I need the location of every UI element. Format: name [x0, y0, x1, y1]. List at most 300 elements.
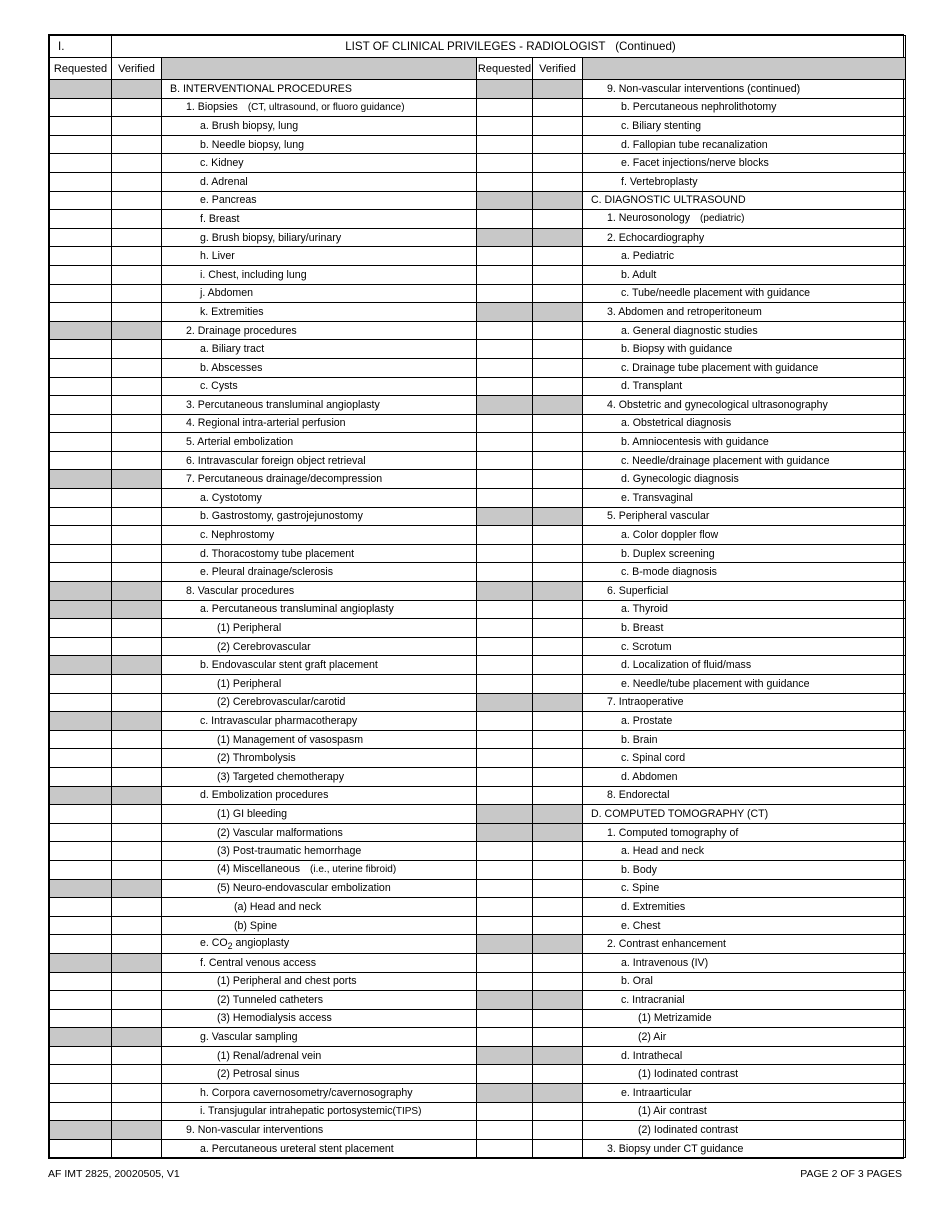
privilege-label: (1) Renal/adrenal vein [217, 1049, 322, 1062]
privilege-label: 5. Arterial embolization [186, 436, 294, 449]
verified-checkbox-right[interactable] [533, 135, 583, 154]
privilege-item-right [583, 1102, 906, 1121]
verified-checkbox-right[interactable] [533, 730, 583, 749]
table-row [50, 637, 906, 656]
privilege-label: (1) Management of vasospasm [217, 733, 364, 746]
privilege-item-left [162, 1084, 477, 1103]
requested-checkbox-left[interactable] [50, 675, 112, 694]
verified-checkbox-left[interactable] [112, 1084, 162, 1103]
privilege-item-right [583, 358, 906, 377]
verified-checkbox-left [112, 786, 162, 805]
privilege-item-left [162, 228, 477, 247]
requested-checkbox-left[interactable] [50, 284, 112, 303]
verified-checkbox-left[interactable] [112, 172, 162, 191]
privilege-item-right [583, 1084, 906, 1103]
table-row [50, 303, 906, 322]
requested-checkbox-right[interactable] [477, 730, 533, 749]
verified-checkbox-left[interactable] [112, 135, 162, 154]
verified-checkbox-right[interactable] [533, 172, 583, 191]
privilege-item-left [162, 154, 477, 173]
verified-checkbox-right[interactable] [533, 210, 583, 229]
requested-checkbox-left[interactable] [50, 117, 112, 136]
verified-checkbox-left[interactable] [112, 675, 162, 694]
privilege-label: (1) Air contrast [638, 1105, 707, 1118]
privilege-item-right [583, 117, 906, 136]
privilege-item-right [583, 80, 906, 99]
requested-checkbox-right[interactable] [477, 953, 533, 972]
verified-checkbox-right[interactable] [533, 98, 583, 117]
verified-checkbox-right[interactable] [533, 842, 583, 861]
requested-checkbox-left[interactable] [50, 972, 112, 991]
requested-checkbox-left[interactable] [50, 1009, 112, 1028]
verified-checkbox-right[interactable] [533, 916, 583, 935]
table-row [50, 98, 906, 117]
table-row [50, 489, 906, 508]
verified-checkbox-left[interactable] [112, 1102, 162, 1121]
verified-checkbox-right[interactable] [533, 879, 583, 898]
requested-checkbox-left[interactable] [50, 1139, 112, 1158]
requested-checkbox-right[interactable] [477, 451, 533, 470]
verified-checkbox-left[interactable] [112, 358, 162, 377]
verified-checkbox-left[interactable] [112, 860, 162, 879]
verified-checkbox-right[interactable] [533, 1009, 583, 1028]
requested-checkbox-right[interactable] [477, 786, 533, 805]
verified-checkbox-left[interactable] [112, 191, 162, 210]
page-number: PAGE 2 OF 3 PAGES [800, 1168, 902, 1180]
verified-checkbox-left[interactable] [112, 377, 162, 396]
privilege-label: f. Vertebroplasty [621, 175, 698, 188]
requested-checkbox-right[interactable] [477, 135, 533, 154]
privilege-label: 6. Superficial [607, 584, 669, 597]
verified-checkbox-right[interactable] [533, 600, 583, 619]
privilege-item-right [583, 1139, 906, 1158]
requested-checkbox-left[interactable] [50, 991, 112, 1010]
privilege-item-right [583, 489, 906, 508]
requested-checkbox-right[interactable] [477, 210, 533, 229]
privilege-label: (2) Thrombolysis [217, 752, 296, 765]
requested-checkbox-right [477, 396, 533, 415]
verified-checkbox-right[interactable] [533, 563, 583, 582]
verified-checkbox-left[interactable] [112, 544, 162, 563]
privilege-label: 2. Echocardiography [607, 231, 705, 244]
requested-checkbox-right[interactable] [477, 600, 533, 619]
privilege-label: 4. Regional intra-arterial perfusion [186, 417, 346, 430]
requested-checkbox-right[interactable] [477, 265, 533, 284]
requested-checkbox-left[interactable] [50, 749, 112, 768]
table-row [50, 805, 906, 824]
verified-checkbox-left[interactable] [112, 117, 162, 136]
privilege-label: b. Breast [621, 622, 664, 635]
verified-checkbox-left[interactable] [112, 154, 162, 173]
privilege-item-left [162, 321, 477, 340]
requested-checkbox-right[interactable] [477, 1065, 533, 1084]
privilege-item-left [162, 767, 477, 786]
requested-checkbox-right[interactable] [477, 842, 533, 861]
verified-checkbox-right[interactable] [533, 637, 583, 656]
verified-checkbox-left[interactable] [112, 98, 162, 117]
verified-checkbox-right[interactable] [533, 1121, 583, 1140]
verified-checkbox-left[interactable] [112, 563, 162, 582]
verified-checkbox-left [112, 582, 162, 601]
requested-checkbox-right[interactable] [477, 898, 533, 917]
verified-checkbox-right[interactable] [533, 860, 583, 879]
privilege-item-right [583, 470, 906, 489]
privilege-item-right [583, 265, 906, 284]
privilege-item-right [583, 172, 906, 191]
privilege-item-right [583, 1065, 906, 1084]
privilege-label: 7. Intraoperative [607, 696, 684, 709]
requested-checkbox-left[interactable] [50, 210, 112, 229]
requested-checkbox-right [477, 191, 533, 210]
table-row [50, 1121, 906, 1140]
requested-checkbox-right [477, 1084, 533, 1103]
verified-checkbox-left[interactable] [112, 303, 162, 322]
verified-checkbox-right[interactable] [533, 340, 583, 359]
verified-checkbox-left[interactable] [112, 637, 162, 656]
requested-checkbox-right[interactable] [477, 321, 533, 340]
subscript: 2 [227, 940, 233, 951]
verified-checkbox-left[interactable] [112, 916, 162, 935]
verified-checkbox-left[interactable] [112, 433, 162, 452]
table-row [50, 916, 906, 935]
requested-checkbox-right[interactable] [477, 656, 533, 675]
privilege-label: a. Prostate [621, 714, 673, 727]
requested-checkbox-right[interactable] [477, 489, 533, 508]
privilege-label: 8. Endorectal [607, 789, 670, 802]
verified-checkbox-left[interactable] [112, 340, 162, 359]
verified-checkbox-left[interactable] [112, 526, 162, 545]
verified-checkbox-right[interactable] [533, 265, 583, 284]
requested-checkbox-left[interactable] [50, 191, 112, 210]
verified-checkbox-left[interactable] [112, 1139, 162, 1158]
privilege-item-right [583, 1046, 906, 1065]
privilege-label: c. B-mode diagnosis [621, 566, 717, 579]
table-row [50, 767, 906, 786]
privilege-label: (3) Targeted chemotherapy [217, 770, 345, 783]
requested-checkbox-right[interactable] [477, 377, 533, 396]
privilege-label: j. Abdomen [200, 287, 254, 300]
privilege-label: a. Brush biopsy, lung [200, 119, 299, 132]
privilege-item-left [162, 340, 477, 359]
verified-checkbox-left[interactable] [112, 619, 162, 638]
requested-checkbox-right[interactable] [477, 358, 533, 377]
verified-checkbox-left[interactable] [112, 284, 162, 303]
verified-checkbox-left[interactable] [112, 693, 162, 712]
privilege-label: c. Kidney [200, 157, 244, 170]
table-row [50, 582, 906, 601]
requested-checkbox-left [50, 321, 112, 340]
requested-checkbox-left[interactable] [50, 842, 112, 861]
requested-checkbox-right[interactable] [477, 972, 533, 991]
requested-checkbox-left[interactable] [50, 172, 112, 191]
requested-checkbox-right[interactable] [477, 619, 533, 638]
requested-checkbox-left[interactable] [50, 433, 112, 452]
privileges-table [49, 35, 906, 1158]
verified-checkbox-right[interactable] [533, 1102, 583, 1121]
verified-checkbox-left[interactable] [112, 935, 162, 954]
verified-checkbox-left[interactable] [112, 507, 162, 526]
requested-checkbox-left[interactable] [50, 563, 112, 582]
verified-checkbox-left[interactable] [112, 265, 162, 284]
requested-checkbox-right [477, 228, 533, 247]
table-row [50, 210, 906, 229]
requested-checkbox-left[interactable] [50, 526, 112, 545]
verified-checkbox-right [533, 80, 583, 99]
verified-checkbox-left[interactable] [112, 414, 162, 433]
table-row [50, 656, 906, 675]
requested-checkbox-right[interactable] [477, 1028, 533, 1047]
verified-checkbox-right[interactable] [533, 489, 583, 508]
verified-checkbox-right[interactable] [533, 358, 583, 377]
requested-checkbox-left[interactable] [50, 916, 112, 935]
verified-checkbox-left[interactable] [112, 805, 162, 824]
verified-checkbox-left[interactable] [112, 898, 162, 917]
requested-checkbox-left[interactable] [50, 358, 112, 377]
verified-checkbox-right[interactable] [533, 470, 583, 489]
verified-checkbox-left[interactable] [112, 396, 162, 415]
verified-checkbox-left[interactable] [112, 247, 162, 266]
privilege-label: d. Localization of fluid/mass [621, 659, 752, 672]
requested-checkbox-right[interactable] [477, 433, 533, 452]
requested-checkbox-left[interactable] [50, 340, 112, 359]
privilege-item-right [583, 396, 906, 415]
privilege-note: (i.e., uterine fibroid) [310, 864, 397, 876]
requested-checkbox-right[interactable] [477, 1102, 533, 1121]
table-row [50, 340, 906, 359]
privilege-label: (3) Post-traumatic hemorrhage [217, 845, 362, 858]
privilege-label: b. Endovascular stent graft placement [200, 659, 378, 672]
table-row [50, 1046, 906, 1065]
verified-checkbox-left[interactable] [112, 767, 162, 786]
verified-checkbox-right[interactable] [533, 656, 583, 675]
privilege-label: e. Intraarticular [621, 1086, 692, 1099]
privilege-item-left [162, 712, 477, 731]
verified-checkbox-left[interactable] [112, 1065, 162, 1084]
requested-checkbox-right[interactable] [477, 340, 533, 359]
requested-checkbox-right[interactable] [477, 675, 533, 694]
verified-checkbox-left[interactable] [112, 842, 162, 861]
verified-checkbox-right[interactable] [533, 1065, 583, 1084]
verified-checkbox-right[interactable] [533, 767, 583, 786]
privilege-label: 8. Vascular procedures [186, 584, 295, 597]
verified-checkbox-right[interactable] [533, 898, 583, 917]
requested-checkbox-right[interactable] [477, 247, 533, 266]
privilege-label: g. Vascular sampling [200, 1031, 298, 1044]
requested-checkbox-right[interactable] [477, 1121, 533, 1140]
table-row [50, 563, 906, 582]
requested-checkbox-left [50, 879, 112, 898]
requested-checkbox-left[interactable] [50, 154, 112, 173]
requested-checkbox-left[interactable] [50, 693, 112, 712]
verified-checkbox-left[interactable] [112, 749, 162, 768]
verified-checkbox-right[interactable] [533, 712, 583, 731]
verified-checkbox-left[interactable] [112, 730, 162, 749]
verified-checkbox-right[interactable] [533, 526, 583, 545]
requested-checkbox-right[interactable] [477, 637, 533, 656]
verified-checkbox-left [112, 712, 162, 731]
requested-checkbox-left[interactable] [50, 730, 112, 749]
privilege-item-left [162, 879, 477, 898]
requested-checkbox-left[interactable] [50, 1102, 112, 1121]
verified-checkbox-right[interactable] [533, 414, 583, 433]
requested-checkbox-left[interactable] [50, 451, 112, 470]
verified-checkbox-right[interactable] [533, 247, 583, 266]
requested-checkbox-left[interactable] [50, 1065, 112, 1084]
requested-checkbox-left[interactable] [50, 935, 112, 954]
requested-checkbox-left[interactable] [50, 637, 112, 656]
privilege-label: c. Tube/needle placement with guidance [621, 287, 811, 300]
requested-checkbox-left [50, 80, 112, 99]
requested-checkbox-left[interactable] [50, 135, 112, 154]
verified-checkbox-right[interactable] [533, 953, 583, 972]
verified-checkbox-left[interactable] [112, 991, 162, 1010]
verified-checkbox-right[interactable] [533, 544, 583, 563]
verified-checkbox-right[interactable] [533, 675, 583, 694]
requested-checkbox-left[interactable] [50, 823, 112, 842]
requested-checkbox-left[interactable] [50, 489, 112, 508]
requested-checkbox-left[interactable] [50, 265, 112, 284]
privilege-label: a. Percutaneous ureteral stent placement [200, 1142, 394, 1155]
requested-checkbox-left[interactable] [50, 1046, 112, 1065]
verified-checkbox-left [112, 600, 162, 619]
verified-checkbox-right[interactable] [533, 786, 583, 805]
privilege-item-right [583, 377, 906, 396]
verified-checkbox-left[interactable] [112, 489, 162, 508]
privilege-item-left [162, 842, 477, 861]
requested-checkbox-right[interactable] [477, 767, 533, 786]
privilege-item-left [162, 693, 477, 712]
requested-checkbox-left [50, 1121, 112, 1140]
privilege-item-left [162, 544, 477, 563]
table-row [50, 451, 906, 470]
verified-checkbox-right[interactable] [533, 433, 583, 452]
verified-checkbox-right[interactable] [533, 1028, 583, 1047]
requested-checkbox-left[interactable] [50, 247, 112, 266]
verified-checkbox-right[interactable] [533, 154, 583, 173]
verified-checkbox-right[interactable] [533, 451, 583, 470]
privilege-label: (4) Miscellaneous [217, 863, 301, 876]
requested-checkbox-left[interactable] [50, 98, 112, 117]
requested-checkbox-right[interactable] [477, 544, 533, 563]
requested-checkbox-left[interactable] [50, 228, 112, 247]
verified-checkbox-left[interactable] [112, 823, 162, 842]
verified-checkbox-left[interactable] [112, 1046, 162, 1065]
requested-checkbox-right[interactable] [477, 414, 533, 433]
verified-checkbox-right[interactable] [533, 321, 583, 340]
privilege-label: 2. Drainage procedures [186, 324, 297, 337]
requested-checkbox-right[interactable] [477, 526, 533, 545]
verified-checkbox-right[interactable] [533, 117, 583, 136]
verified-checkbox-left[interactable] [112, 451, 162, 470]
privilege-item-right [583, 247, 906, 266]
verified-checkbox-left[interactable] [112, 1009, 162, 1028]
requested-checkbox-right[interactable] [477, 712, 533, 731]
verified-checkbox-right[interactable] [533, 749, 583, 768]
verified-checkbox-right[interactable] [533, 619, 583, 638]
requested-checkbox-left[interactable] [50, 1084, 112, 1103]
privilege-item-right [583, 98, 906, 117]
privilege-item-left [162, 377, 477, 396]
privilege-label: 4. Obstetric and gynecological ultrasonography [607, 398, 828, 411]
verified-checkbox-right[interactable] [533, 1139, 583, 1158]
verified-checkbox-left[interactable] [112, 210, 162, 229]
requested-checkbox-right[interactable] [477, 916, 533, 935]
verified-checkbox-left[interactable] [112, 228, 162, 247]
requested-checkbox-right[interactable] [477, 563, 533, 582]
requested-checkbox-right[interactable] [477, 98, 533, 117]
requested-checkbox-left[interactable] [50, 303, 112, 322]
verified-checkbox-right[interactable] [533, 377, 583, 396]
title-note: (Continued) [615, 39, 676, 53]
privilege-label: (1) Peripheral [217, 677, 282, 690]
requested-checkbox-right [477, 935, 533, 954]
privilege-label: e. CO [200, 936, 228, 949]
privilege-item-right [583, 935, 906, 954]
verified-checkbox-right[interactable] [533, 284, 583, 303]
verified-checkbox-right [533, 228, 583, 247]
requested-checkbox-left[interactable] [50, 767, 112, 786]
privilege-label: d. Gynecologic diagnosis [621, 473, 739, 486]
requested-checkbox-left[interactable] [50, 414, 112, 433]
requested-checkbox-right[interactable] [477, 879, 533, 898]
privilege-item-left [162, 117, 477, 136]
table-row [50, 953, 906, 972]
privilege-label: (2) Petrosal sinus [217, 1068, 300, 1081]
verified-checkbox-right[interactable] [533, 972, 583, 991]
page-title: LIST OF CLINICAL PRIVILEGES - RADIOLOGIST (Continued) [112, 36, 906, 58]
privilege-label: d. Adrenal [200, 175, 248, 188]
requested-checkbox-left[interactable] [50, 377, 112, 396]
requested-checkbox-left [50, 600, 112, 619]
privilege-item-left [162, 284, 477, 303]
requested-checkbox-right[interactable] [477, 749, 533, 768]
privilege-item-left [162, 953, 477, 972]
requested-checkbox-right[interactable] [477, 1009, 533, 1028]
privilege-label: (1) Peripheral and chest ports [217, 975, 357, 988]
table-row [50, 675, 906, 694]
verified-checkbox-right [533, 396, 583, 415]
privilege-label: b. Brain [621, 733, 658, 746]
verified-checkbox-left [112, 879, 162, 898]
privilege-label: b. Adult [621, 268, 657, 281]
privilege-label: c. Spinal cord [621, 752, 686, 765]
privilege-item-right [583, 712, 906, 731]
requested-checkbox-right[interactable] [477, 470, 533, 489]
requested-checkbox-left[interactable] [50, 396, 112, 415]
requested-checkbox-right[interactable] [477, 284, 533, 303]
requested-checkbox-left[interactable] [50, 544, 112, 563]
privilege-label: (a) Head and neck [234, 900, 322, 913]
verified-checkbox-left[interactable] [112, 972, 162, 991]
privilege-label: g. Brush biopsy, biliary/urinary [200, 231, 342, 244]
requested-checkbox-right [477, 693, 533, 712]
requested-checkbox-left[interactable] [50, 805, 112, 824]
verified-checkbox-left [112, 470, 162, 489]
requested-checkbox-right[interactable] [477, 1139, 533, 1158]
col-header-verified: Verified [112, 58, 162, 80]
requested-checkbox-right[interactable] [477, 172, 533, 191]
privilege-label: (2) Air [638, 1031, 667, 1044]
requested-checkbox-right[interactable] [477, 117, 533, 136]
requested-checkbox-left[interactable] [50, 860, 112, 879]
privilege-item-right [583, 507, 906, 526]
requested-checkbox-left[interactable] [50, 898, 112, 917]
requested-checkbox-left[interactable] [50, 507, 112, 526]
requested-checkbox-right[interactable] [477, 154, 533, 173]
privilege-item-right [583, 135, 906, 154]
requested-checkbox-right[interactable] [477, 860, 533, 879]
requested-checkbox-left[interactable] [50, 619, 112, 638]
